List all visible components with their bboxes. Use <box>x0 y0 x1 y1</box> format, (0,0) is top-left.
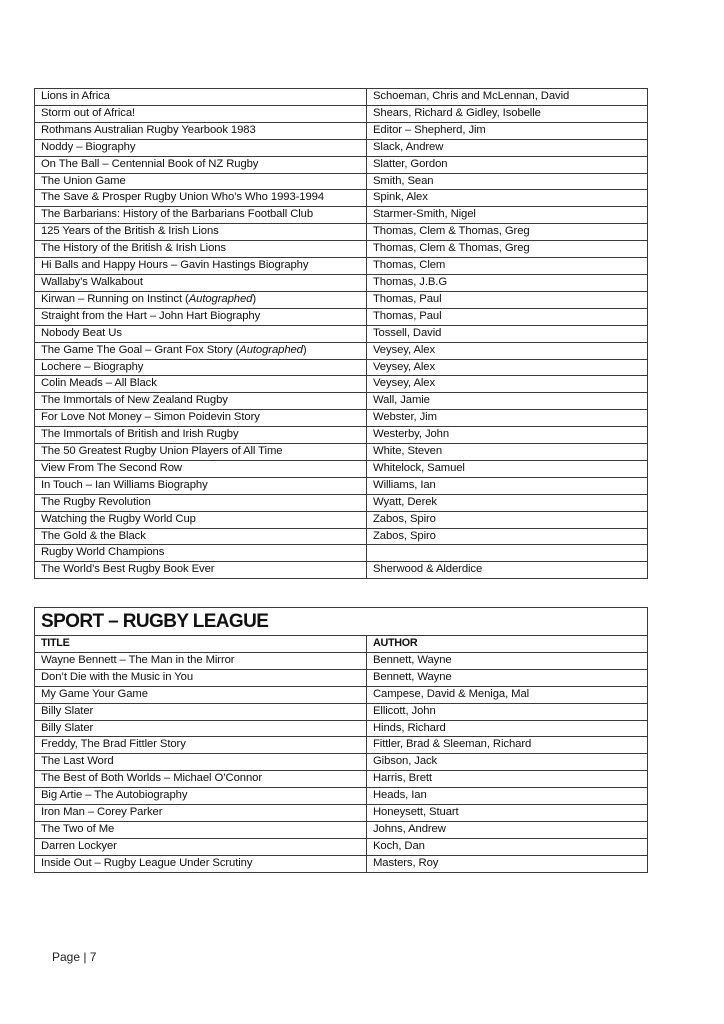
book-author-cell: Spink, Alex <box>367 190 648 207</box>
book-title-cell: Don’t Die with the Music in You <box>35 669 367 686</box>
book-author-cell: Williams, Ian <box>367 477 648 494</box>
autographed-note: Autographed <box>188 292 253 305</box>
table-row <box>35 652 648 669</box>
book-author-cell: Slatter, Gordon <box>367 156 648 173</box>
book-author-cell: Whitelock, Samuel <box>367 460 648 477</box>
book-title-cell: Noddy – Biography <box>35 139 367 156</box>
book-author-cell: Wyatt, Derek <box>367 494 648 511</box>
book-author-cell: Bennett, Wayne <box>367 669 648 686</box>
book-author-cell: Hinds, Richard <box>367 720 648 737</box>
table-row <box>35 342 648 359</box>
book-author-cell: Schoeman, Chris and McLennan, David <box>367 89 648 106</box>
book-title-cell: In Touch – Ian Williams Biography <box>35 477 367 494</box>
table-row <box>35 444 648 461</box>
table-row <box>35 410 648 427</box>
book-author-cell: Thomas, Paul <box>367 291 648 308</box>
book-author-cell: Campese, David & Meniga, Mal <box>367 686 648 703</box>
book-title-cell: Big Artie – The Autobiography <box>35 788 367 805</box>
book-title-cell: The Best of Both Worlds – Michael O’Connor <box>35 771 367 788</box>
book-title-cell: Storm out of Africa! <box>35 105 367 122</box>
book-author-cell: Thomas, J.B.G <box>367 274 648 291</box>
section-title: SPORT – RUGBY LEAGUE <box>35 608 648 636</box>
book-author-cell: Gibson, Jack <box>367 754 648 771</box>
table-row <box>35 460 648 477</box>
book-title-cell: Hi Balls and Happy Hours – Gavin Hastings Biography <box>35 258 367 275</box>
book-author-cell: Zabos, Spiro <box>367 511 648 528</box>
book-author-cell: Veysey, Alex <box>367 359 648 376</box>
table-row <box>35 494 648 511</box>
book-title-cell: Freddy, The Brad Fittler Story <box>35 737 367 754</box>
column-header-title: TITLE <box>35 636 367 653</box>
table-row <box>35 105 648 122</box>
book-title-cell: The Two of Me <box>35 821 367 838</box>
book-title-cell: The Last Word <box>35 754 367 771</box>
book-title-cell: The Gold & the Black <box>35 528 367 545</box>
page-number: Page | 7 <box>52 950 97 964</box>
book-title-cell: On The Ball – Centennial Book of NZ Rugby <box>35 156 367 173</box>
rugby-league-table-head <box>35 608 648 653</box>
autographed-note: Autographed <box>239 343 303 356</box>
title-suffix: ) <box>302 343 307 356</box>
table-row <box>35 562 648 579</box>
table-row <box>35 838 648 855</box>
book-author-cell: Sherwood & Alderdice <box>367 562 648 579</box>
book-title-cell: The Rugby Revolution <box>35 494 367 511</box>
book-title-cell: The Immortals of New Zealand Rugby <box>35 393 367 410</box>
book-author-cell: Editor – Shepherd, Jim <box>367 122 648 139</box>
table-row <box>35 224 648 241</box>
table-row <box>35 393 648 410</box>
book-author-cell: Thomas, Paul <box>367 308 648 325</box>
table-row <box>35 122 648 139</box>
table-row <box>35 720 648 737</box>
table-row <box>35 359 648 376</box>
book-author-cell: White, Steven <box>367 444 648 461</box>
book-author-cell: Veysey, Alex <box>367 376 648 393</box>
book-title-cell: Billy Slater <box>35 703 367 720</box>
book-title-cell: Rothmans Australian Rugby Yearbook 1983 <box>35 122 367 139</box>
book-author-cell: Ellicott, John <box>367 703 648 720</box>
table-row <box>35 376 648 393</box>
table-row <box>35 771 648 788</box>
book-author-cell: Wall, Jamie <box>367 393 648 410</box>
book-author-cell: Heads, Ian <box>367 788 648 805</box>
book-author-cell: Webster, Jim <box>367 410 648 427</box>
table-row <box>35 788 648 805</box>
rugby-league-book-table <box>34 607 648 873</box>
title-suffix: ) <box>252 292 256 305</box>
table-row <box>35 427 648 444</box>
table-row <box>35 528 648 545</box>
table-row <box>35 325 648 342</box>
book-title-cell: The World’s Best Rugby Book Ever <box>35 562 367 579</box>
book-title-cell: Inside Out – Rugby League Under Scrutiny <box>35 855 367 872</box>
book-title: Kirwan – Running on Instinct ( <box>41 292 189 305</box>
table-row <box>35 207 648 224</box>
book-title-cell: The Union Game <box>35 173 367 190</box>
table-row <box>35 241 648 258</box>
book-author-cell: Westerby, John <box>367 427 648 444</box>
section-title-row <box>35 608 648 636</box>
table-row <box>35 686 648 703</box>
book-author-cell: Smith, Sean <box>367 173 648 190</box>
book-author-cell: Koch, Dan <box>367 838 648 855</box>
table-row <box>35 477 648 494</box>
book-author-cell: Thomas, Clem & Thomas, Greg <box>367 241 648 258</box>
book-author-cell: Veysey, Alex <box>367 342 648 359</box>
book-author-cell: Honeysett, Stuart <box>367 805 648 822</box>
book-title-cell: Watching the Rugby World Cup <box>35 511 367 528</box>
table-row <box>35 737 648 754</box>
book-title-cell: Billy Slater <box>35 720 367 737</box>
table-row <box>35 258 648 275</box>
book-author-cell: Harris, Brett <box>367 771 648 788</box>
table-row <box>35 89 648 106</box>
table-row <box>35 703 648 720</box>
book-author-cell: Bennett, Wayne <box>367 652 648 669</box>
table-row <box>35 855 648 872</box>
book-title-cell <box>35 291 367 308</box>
table-row <box>35 173 648 190</box>
table-row <box>35 274 648 291</box>
column-header-author: AUTHOR <box>367 636 648 653</box>
book-title-cell: Wayne Bennett – The Man in the Mirror <box>35 652 367 669</box>
book-title-cell: Wallaby’s Walkabout <box>35 274 367 291</box>
book-title-cell: Rugby World Champions <box>35 545 367 562</box>
book-author-cell: Fittler, Brad & Sleeman, Richard <box>367 737 648 754</box>
table-row <box>35 669 648 686</box>
rugby-union-table-body <box>35 89 648 579</box>
book-author-cell: Masters, Roy <box>367 855 648 872</box>
book-author-cell: Starmer-Smith, Nigel <box>367 207 648 224</box>
book-title-cell: Nobody Beat Us <box>35 325 367 342</box>
book-title-cell: View From The Second Row <box>35 460 367 477</box>
book-author-cell: Zabos, Spiro <box>367 528 648 545</box>
book-title-cell: For Love Not Money – Simon Poidevin Story <box>35 410 367 427</box>
book-author-cell: Shears, Richard & Gidley, Isobelle <box>367 105 648 122</box>
book-title-cell: Iron Man – Corey Parker <box>35 805 367 822</box>
book-title-cell: The Save & Prosper Rugby Union Who’s Who 1993-1994 <box>35 190 367 207</box>
book-author-cell <box>367 545 648 562</box>
book-title-cell: Lochere – Biography <box>35 359 367 376</box>
book-title-cell: My Game Your Game <box>35 686 367 703</box>
book-author-cell: Tossell, David <box>367 325 648 342</box>
book-title-cell: The History of the British & Irish Lions <box>35 241 367 258</box>
book-title-cell: Darren Lockyer <box>35 838 367 855</box>
book-title-cell: Straight from the Hart – John Hart Biography <box>35 308 367 325</box>
table-row <box>35 156 648 173</box>
table-row <box>35 754 648 771</box>
book-title-cell: 125 Years of the British & Irish Lions <box>35 224 367 241</box>
book-author-cell: Slack, Andrew <box>367 139 648 156</box>
book-title-cell: The Immortals of British and Irish Rugby <box>35 427 367 444</box>
rugby-union-book-table <box>34 88 648 579</box>
table-row <box>35 308 648 325</box>
book-title-cell: The 50 Greatest Rugby Union Players of All Time <box>35 444 367 461</box>
book-author-cell: Thomas, Clem <box>367 258 648 275</box>
table-row <box>35 545 648 562</box>
book-title-cell: The Barbarians: History of the Barbarians Football Club <box>35 207 367 224</box>
table-row <box>35 190 648 207</box>
book-title-cell <box>35 342 367 359</box>
table-row <box>35 291 648 308</box>
table-row <box>35 805 648 822</box>
book-title-cell: Colin Meads – All Black <box>35 376 367 393</box>
book-author-cell: Johns, Andrew <box>367 821 648 838</box>
table-row <box>35 821 648 838</box>
column-header-row <box>35 636 648 653</box>
book-author-cell: Thomas, Clem & Thomas, Greg <box>367 224 648 241</box>
book-title: The Game The Goal – Grant Fox Story ( <box>41 343 240 356</box>
rugby-league-table-body <box>35 652 648 872</box>
table-row <box>35 511 648 528</box>
table-row <box>35 139 648 156</box>
book-title-cell: Lions in Africa <box>35 89 367 106</box>
